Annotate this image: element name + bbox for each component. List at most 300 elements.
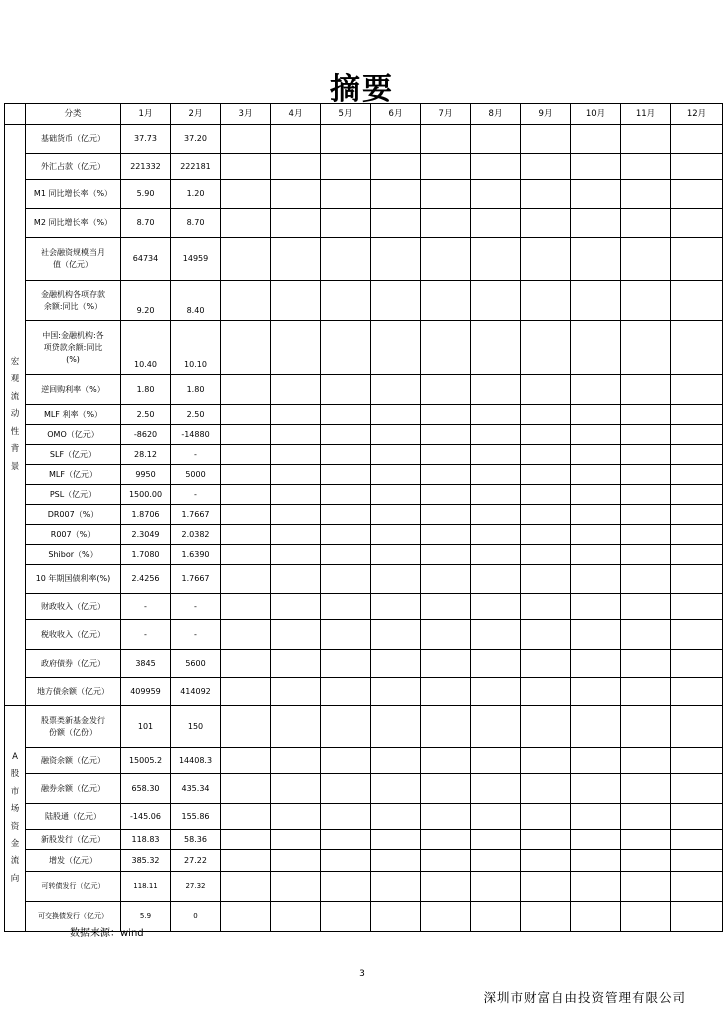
empty-month-cell	[571, 154, 621, 180]
empty-month-cell	[521, 650, 571, 678]
empty-month-cell	[671, 485, 723, 505]
column-header: 4月	[271, 104, 321, 125]
empty-month-cell	[271, 485, 321, 505]
feb-value-cell: -	[171, 620, 221, 650]
empty-month-cell	[571, 465, 621, 485]
jan-value-cell: 118.11	[121, 872, 171, 902]
feb-value-cell: 2.50	[171, 405, 221, 425]
empty-month-cell	[471, 830, 521, 850]
row-label: 陆股通（亿元）	[26, 804, 121, 830]
empty-month-cell	[321, 850, 371, 872]
empty-month-cell	[521, 321, 571, 375]
feb-value-cell: 1.20	[171, 180, 221, 209]
empty-month-cell	[371, 545, 421, 565]
empty-month-cell	[371, 650, 421, 678]
column-header: 7月	[421, 104, 471, 125]
empty-month-cell	[621, 565, 671, 594]
empty-month-cell	[321, 375, 371, 405]
empty-month-cell	[621, 850, 671, 872]
empty-month-cell	[221, 180, 271, 209]
feb-value-cell: 222181	[171, 154, 221, 180]
empty-month-cell	[471, 154, 521, 180]
page-title: 摘要	[330, 72, 394, 107]
empty-month-cell	[321, 125, 371, 154]
empty-month-cell	[221, 545, 271, 565]
row-label: 融资余额（亿元）	[26, 748, 121, 774]
feb-value-cell: 150	[171, 706, 221, 748]
jan-value-cell: 8.70	[121, 209, 171, 238]
empty-month-cell	[621, 154, 671, 180]
empty-month-cell	[521, 748, 571, 774]
empty-month-cell	[671, 238, 723, 281]
empty-month-cell	[221, 620, 271, 650]
empty-month-cell	[671, 804, 723, 830]
empty-month-cell	[271, 238, 321, 281]
empty-month-cell	[371, 565, 421, 594]
empty-month-cell	[221, 425, 271, 445]
empty-month-cell	[571, 678, 621, 706]
empty-month-cell	[671, 850, 723, 872]
empty-month-cell	[671, 405, 723, 425]
empty-month-cell	[521, 425, 571, 445]
empty-month-cell	[221, 238, 271, 281]
empty-month-cell	[471, 485, 521, 505]
empty-month-cell	[221, 850, 271, 872]
row-label: PSL（亿元）	[26, 485, 121, 505]
empty-month-cell	[671, 678, 723, 706]
empty-month-cell	[271, 445, 321, 465]
empty-month-cell	[571, 238, 621, 281]
empty-month-cell	[421, 565, 471, 594]
empty-month-cell	[571, 405, 621, 425]
empty-month-cell	[621, 594, 671, 620]
jan-value-cell: 385.32	[121, 850, 171, 872]
table-row	[5, 804, 723, 830]
column-header: 11月	[621, 104, 671, 125]
empty-month-cell	[221, 830, 271, 850]
row-label: 金融机构各项存款 余额:同比（%）	[26, 281, 121, 321]
table-row	[5, 375, 723, 405]
empty-month-cell	[271, 505, 321, 525]
feb-value-cell: -	[171, 594, 221, 620]
header-row	[5, 104, 723, 125]
empty-month-cell	[671, 774, 723, 804]
empty-month-cell	[621, 620, 671, 650]
empty-month-cell	[421, 774, 471, 804]
feb-value-cell: 155.86	[171, 804, 221, 830]
empty-month-cell	[271, 525, 321, 545]
table-row	[5, 650, 723, 678]
empty-month-cell	[521, 209, 571, 238]
table-row	[5, 238, 723, 281]
empty-month-cell	[421, 281, 471, 321]
empty-month-cell	[371, 706, 421, 748]
row-label: MLF 利率（%）	[26, 405, 121, 425]
empty-month-cell	[571, 872, 621, 902]
empty-month-cell	[371, 425, 421, 445]
empty-month-cell	[621, 405, 671, 425]
empty-month-cell	[471, 180, 521, 209]
empty-month-cell	[371, 154, 421, 180]
empty-month-cell	[321, 405, 371, 425]
empty-month-cell	[621, 281, 671, 321]
empty-month-cell	[621, 804, 671, 830]
empty-month-cell	[321, 154, 371, 180]
jan-value-cell: -	[121, 620, 171, 650]
jan-value-cell: 1500.00	[121, 485, 171, 505]
empty-month-cell	[371, 830, 421, 850]
empty-month-cell	[321, 804, 371, 830]
empty-month-cell	[521, 850, 571, 872]
empty-month-cell	[471, 281, 521, 321]
empty-month-cell	[321, 565, 371, 594]
jan-value-cell: 5.90	[121, 180, 171, 209]
empty-month-cell	[421, 620, 471, 650]
feb-value-cell: 0	[171, 902, 221, 932]
empty-month-cell	[671, 180, 723, 209]
column-header: 5月	[321, 104, 371, 125]
empty-month-cell	[621, 706, 671, 748]
empty-month-cell	[221, 678, 271, 706]
jan-value-cell: 1.8706	[121, 505, 171, 525]
empty-month-cell	[421, 804, 471, 830]
empty-month-cell	[371, 804, 421, 830]
empty-month-cell	[571, 209, 621, 238]
empty-month-cell	[671, 281, 723, 321]
empty-month-cell	[421, 238, 471, 281]
row-label: Shibor（%）	[26, 545, 121, 565]
empty-month-cell	[571, 594, 621, 620]
feb-value-cell: 2.0382	[171, 525, 221, 545]
empty-month-cell	[421, 125, 471, 154]
table-row	[5, 125, 723, 154]
feb-value-cell: 5600	[171, 650, 221, 678]
empty-month-cell	[371, 321, 421, 375]
empty-month-cell	[371, 872, 421, 902]
empty-month-cell	[471, 594, 521, 620]
empty-month-cell	[371, 375, 421, 405]
empty-month-cell	[271, 180, 321, 209]
empty-month-cell	[321, 485, 371, 505]
summary-table	[4, 103, 723, 932]
empty-month-cell	[671, 748, 723, 774]
feb-value-cell: -14880	[171, 425, 221, 445]
table-row	[5, 445, 723, 465]
empty-month-cell	[421, 405, 471, 425]
empty-month-cell	[371, 774, 421, 804]
feb-value-cell: 414092	[171, 678, 221, 706]
empty-month-cell	[521, 594, 571, 620]
empty-month-cell	[471, 375, 521, 405]
empty-month-cell	[271, 375, 321, 405]
empty-month-cell	[271, 154, 321, 180]
empty-month-cell	[621, 505, 671, 525]
empty-month-cell	[421, 425, 471, 445]
empty-month-cell	[671, 425, 723, 445]
empty-month-cell	[521, 902, 571, 932]
empty-month-cell	[271, 565, 321, 594]
row-label: 财政收入（亿元）	[26, 594, 121, 620]
empty-month-cell	[221, 321, 271, 375]
empty-month-cell	[321, 706, 371, 748]
row-label: DR007（%）	[26, 505, 121, 525]
table-row	[5, 209, 723, 238]
empty-month-cell	[571, 445, 621, 465]
empty-month-cell	[371, 209, 421, 238]
empty-month-cell	[471, 238, 521, 281]
column-header: 2月	[171, 104, 221, 125]
empty-month-cell	[671, 565, 723, 594]
empty-month-cell	[471, 620, 521, 650]
empty-month-cell	[421, 650, 471, 678]
empty-month-cell	[221, 902, 271, 932]
row-label: R007（%）	[26, 525, 121, 545]
empty-month-cell	[471, 505, 521, 525]
table-row	[5, 706, 723, 748]
empty-month-cell	[321, 748, 371, 774]
table-row	[5, 545, 723, 565]
empty-month-cell	[521, 125, 571, 154]
jan-value-cell: 101	[121, 706, 171, 748]
table-row	[5, 748, 723, 774]
empty-month-cell	[571, 505, 621, 525]
empty-month-cell	[371, 405, 421, 425]
empty-month-cell	[271, 594, 321, 620]
jan-value-cell: 2.4256	[121, 565, 171, 594]
empty-month-cell	[271, 650, 321, 678]
empty-month-cell	[671, 594, 723, 620]
empty-month-cell	[671, 872, 723, 902]
feb-value-cell: -	[171, 485, 221, 505]
empty-month-cell	[421, 594, 471, 620]
empty-month-cell	[621, 678, 671, 706]
table-row	[5, 565, 723, 594]
empty-month-cell	[471, 650, 521, 678]
feb-value-cell: 8.40	[171, 281, 221, 321]
row-label: 可转债发行（亿元）	[26, 872, 121, 902]
empty-month-cell	[671, 650, 723, 678]
feb-value-cell: 27.32	[171, 872, 221, 902]
jan-value-cell: -8620	[121, 425, 171, 445]
empty-month-cell	[621, 209, 671, 238]
row-label: 税收收入（亿元）	[26, 620, 121, 650]
empty-month-cell	[571, 902, 621, 932]
table-row	[5, 678, 723, 706]
row-label: 增发（亿元）	[26, 850, 121, 872]
empty-month-cell	[521, 375, 571, 405]
empty-month-cell	[471, 525, 521, 545]
empty-month-cell	[571, 180, 621, 209]
empty-month-cell	[621, 748, 671, 774]
jan-value-cell: 3845	[121, 650, 171, 678]
row-label: 社会融资规模当月 值（亿元）	[26, 238, 121, 281]
empty-month-cell	[471, 678, 521, 706]
feb-value-cell: 27.22	[171, 850, 221, 872]
empty-month-cell	[221, 445, 271, 465]
empty-month-cell	[421, 872, 471, 902]
empty-month-cell	[221, 748, 271, 774]
empty-month-cell	[671, 902, 723, 932]
empty-month-cell	[671, 620, 723, 650]
jan-value-cell: 1.7080	[121, 545, 171, 565]
table-row	[5, 180, 723, 209]
empty-month-cell	[671, 154, 723, 180]
empty-month-cell	[321, 774, 371, 804]
empty-month-cell	[421, 505, 471, 525]
empty-month-cell	[571, 525, 621, 545]
empty-month-cell	[571, 375, 621, 405]
empty-month-cell	[371, 748, 421, 774]
jan-value-cell: -145.06	[121, 804, 171, 830]
empty-month-cell	[271, 774, 321, 804]
empty-month-cell	[471, 125, 521, 154]
empty-month-cell	[571, 321, 621, 375]
empty-month-cell	[671, 465, 723, 485]
jan-value-cell: 118.83	[121, 830, 171, 850]
row-label: 股票类新基金发行 份额（亿份）	[26, 706, 121, 748]
empty-month-cell	[521, 445, 571, 465]
empty-month-cell	[671, 209, 723, 238]
empty-month-cell	[321, 650, 371, 678]
empty-month-cell	[521, 505, 571, 525]
empty-month-cell	[221, 872, 271, 902]
empty-month-cell	[471, 872, 521, 902]
empty-month-cell	[371, 465, 421, 485]
empty-month-cell	[421, 321, 471, 375]
empty-month-cell	[521, 620, 571, 650]
empty-month-cell	[571, 830, 621, 850]
empty-month-cell	[271, 125, 321, 154]
table-row	[5, 505, 723, 525]
empty-month-cell	[671, 321, 723, 375]
row-label: M2 同比增长率（%）	[26, 209, 121, 238]
empty-month-cell	[271, 902, 321, 932]
empty-month-cell	[571, 281, 621, 321]
row-label: 基础货币（亿元）	[26, 125, 121, 154]
column-header: 10月	[571, 104, 621, 125]
empty-month-cell	[671, 545, 723, 565]
page-number: 3	[359, 969, 365, 979]
empty-month-cell	[371, 594, 421, 620]
empty-month-cell	[621, 650, 671, 678]
row-label: M1 同比增长率（%）	[26, 180, 121, 209]
empty-month-cell	[621, 465, 671, 485]
empty-month-cell	[271, 620, 321, 650]
row-label: OMO（亿元）	[26, 425, 121, 445]
empty-month-cell	[521, 706, 571, 748]
table-row	[5, 465, 723, 485]
empty-month-cell	[271, 425, 321, 445]
empty-month-cell	[671, 445, 723, 465]
jan-value-cell: 221332	[121, 154, 171, 180]
empty-month-cell	[421, 485, 471, 505]
empty-month-cell	[621, 180, 671, 209]
feb-value-cell: 1.7667	[171, 505, 221, 525]
empty-month-cell	[221, 485, 271, 505]
table-row	[5, 594, 723, 620]
empty-month-cell	[521, 281, 571, 321]
empty-month-cell	[421, 706, 471, 748]
header-corner	[5, 104, 26, 125]
empty-month-cell	[421, 180, 471, 209]
row-label: 政府债券（亿元）	[26, 650, 121, 678]
empty-month-cell	[571, 545, 621, 565]
empty-month-cell	[271, 209, 321, 238]
empty-month-cell	[621, 545, 671, 565]
empty-month-cell	[471, 465, 521, 485]
empty-month-cell	[521, 830, 571, 850]
empty-month-cell	[421, 465, 471, 485]
feb-value-cell: -	[171, 445, 221, 465]
row-label: 融券余额（亿元）	[26, 774, 121, 804]
empty-month-cell	[671, 525, 723, 545]
empty-month-cell	[421, 154, 471, 180]
feb-value-cell: 14408.3	[171, 748, 221, 774]
feb-value-cell: 435.34	[171, 774, 221, 804]
empty-month-cell	[221, 154, 271, 180]
empty-month-cell	[371, 902, 421, 932]
empty-month-cell	[371, 445, 421, 465]
empty-month-cell	[571, 425, 621, 445]
empty-month-cell	[371, 850, 421, 872]
empty-month-cell	[221, 405, 271, 425]
jan-value-cell: 2.3049	[121, 525, 171, 545]
empty-month-cell	[621, 485, 671, 505]
empty-month-cell	[671, 505, 723, 525]
table-row	[5, 321, 723, 375]
empty-month-cell	[471, 748, 521, 774]
jan-value-cell: 64734	[121, 238, 171, 281]
empty-month-cell	[271, 465, 321, 485]
empty-month-cell	[621, 321, 671, 375]
empty-month-cell	[621, 872, 671, 902]
empty-month-cell	[271, 706, 321, 748]
column-header: 9月	[521, 104, 571, 125]
empty-month-cell	[271, 804, 321, 830]
empty-month-cell	[571, 748, 621, 774]
table-row	[5, 405, 723, 425]
row-label: 新股发行（亿元）	[26, 830, 121, 850]
empty-month-cell	[271, 830, 321, 850]
empty-month-cell	[271, 678, 321, 706]
empty-month-cell	[271, 748, 321, 774]
empty-month-cell	[421, 445, 471, 465]
table-row	[5, 620, 723, 650]
empty-month-cell	[271, 281, 321, 321]
feb-value-cell: 1.7667	[171, 565, 221, 594]
empty-month-cell	[321, 525, 371, 545]
empty-month-cell	[521, 238, 571, 281]
jan-value-cell: 2.50	[121, 405, 171, 425]
empty-month-cell	[621, 525, 671, 545]
feb-value-cell: 58.36	[171, 830, 221, 850]
empty-month-cell	[521, 804, 571, 830]
table-row	[5, 872, 723, 902]
empty-month-cell	[221, 281, 271, 321]
empty-month-cell	[471, 545, 521, 565]
empty-month-cell	[221, 125, 271, 154]
row-label: SLF（亿元）	[26, 445, 121, 465]
jan-value-cell: 409959	[121, 678, 171, 706]
feb-value-cell: 8.70	[171, 209, 221, 238]
empty-month-cell	[371, 505, 421, 525]
empty-month-cell	[221, 525, 271, 545]
empty-month-cell	[321, 872, 371, 902]
empty-month-cell	[371, 281, 421, 321]
empty-month-cell	[271, 545, 321, 565]
feb-value-cell: 5000	[171, 465, 221, 485]
row-label: 外汇占款（亿元）	[26, 154, 121, 180]
